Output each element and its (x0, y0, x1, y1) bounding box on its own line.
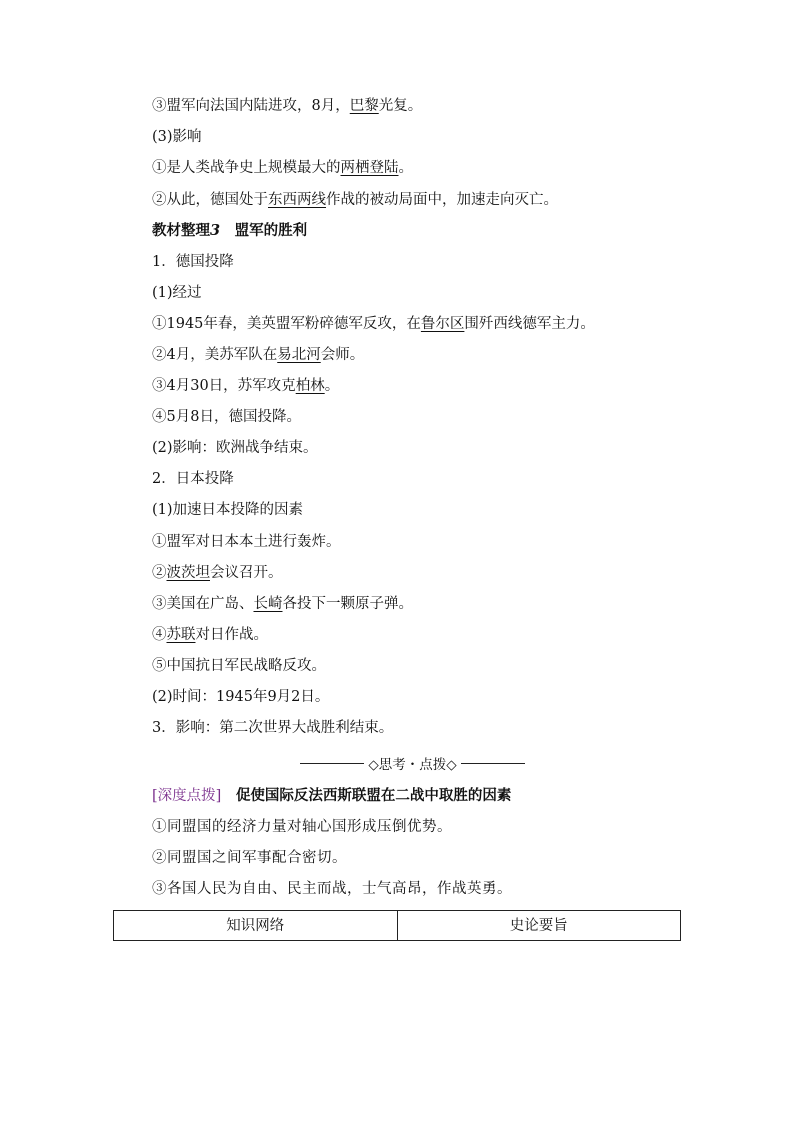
divider-label: ◇思考・点拨◇ (368, 757, 457, 773)
text-line: ②波茨坦会议召开。 (152, 565, 283, 581)
divider-rule-left (300, 763, 364, 764)
deep-point: ①同盟国的经济力量对轴心国形成压倒优势。 (152, 819, 452, 835)
text-line: ③4月30日，苏军攻克柏林。 (152, 378, 340, 394)
text-line: (3)影响 (152, 129, 202, 145)
underlined-term: 波茨坦 (166, 565, 210, 581)
text-line: 3．影响：第二次世界大战胜利结束。 (152, 720, 394, 736)
section-heading: 教材整理3 盟军的胜利 (152, 222, 308, 239)
text-line: (2)影响：欧洲战争结束。 (152, 440, 318, 456)
deep-title-line (152, 786, 511, 806)
underlined-term: 长崎 (253, 596, 283, 612)
text-line: ①是人类战争史上规模最大的两栖登陆。 (152, 160, 413, 176)
deep-title: 促使国际反法西斯联盟在二战中取胜的因素 (235, 787, 512, 804)
text-line: ①1945年春，美英盟军粉碎德军反攻，在鲁尔区围歼西线德军主力。 (152, 316, 595, 332)
summary-table (113, 910, 681, 941)
text-line: ②从此，德国处于东西两线作战的被动局面中，加速走向灭亡。 (152, 192, 558, 208)
text-line: ③盟军向法国内陆进攻，8月，巴黎光复。 (152, 98, 423, 114)
underlined-term: 易北河 (277, 347, 321, 363)
text-line: ⑤中国抗日军民战略反攻。 (152, 658, 326, 674)
underlined-term: 巴黎 (349, 98, 379, 114)
text-line: (1)加速日本投降的因素 (152, 502, 304, 518)
underlined-term: 苏联 (166, 627, 196, 643)
table-header-historical-theses: 史论要旨 (397, 911, 681, 941)
text-line: ④苏联对日作战。 (152, 627, 268, 643)
text-line: ①盟军对日本本土进行轰炸。 (152, 534, 341, 550)
table-header-knowledge-network: 知识网络 (114, 911, 398, 941)
text-line: (2)时间：1945年9月2日。 (152, 689, 330, 705)
deep-point: ③各国人民为自由、民主而战，士气高昂，作战英勇。 (152, 881, 512, 897)
deep-point: ②同盟国之间军事配合密切。 (152, 850, 347, 866)
text-line: 1．德国投降 (152, 254, 234, 270)
deep-tag: [深度点拨] (152, 788, 222, 804)
underlined-term: 柏林 (295, 378, 325, 394)
divider-rule-right (461, 763, 525, 764)
text-line: ③美国在广岛、长崎各投下一颗原子弹。 (152, 596, 413, 612)
text-line: ②4月，美苏军队在易北河会师。 (152, 347, 365, 363)
text-line: ④5月8日，德国投降。 (152, 409, 301, 425)
underlined-term: 两栖登陆 (340, 160, 399, 176)
underlined-term: 东西两线 (268, 192, 326, 208)
text-line: (1)经过 (152, 285, 202, 301)
text-line: 2．日本投降 (152, 471, 234, 487)
section-divider (300, 753, 525, 773)
underlined-term: 鲁尔区 (420, 316, 465, 332)
